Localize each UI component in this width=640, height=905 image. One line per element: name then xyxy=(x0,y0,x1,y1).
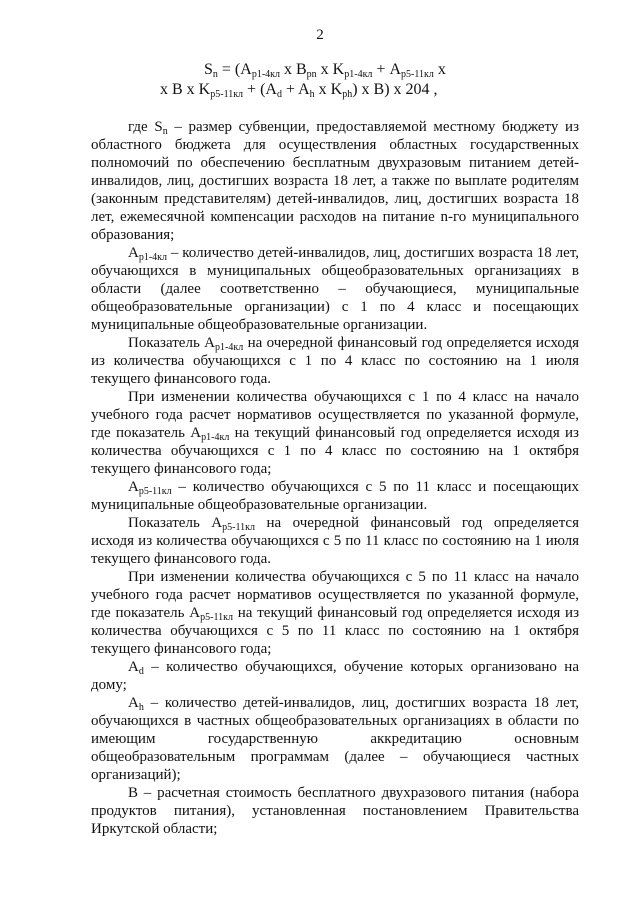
paragraph-subscript: d xyxy=(138,665,144,677)
paragraph-text: где S xyxy=(128,119,163,135)
formula-term: + A xyxy=(281,81,310,98)
paragraph-text: Показатель A xyxy=(128,514,223,531)
paragraph-text: на очередной финансовый год определяется исходя из количества обучающихся с 5 по 11 класс по состоянию на 1 июля текущего финансового года. xyxy=(91,514,579,567)
formula-term: S xyxy=(204,61,213,78)
paragraph-subscript: n xyxy=(162,126,168,137)
formula-term: x B x K xyxy=(160,81,211,98)
paragraph-subscript: p5-11кл xyxy=(200,611,233,623)
formula-subscript: p1-4кл xyxy=(251,69,280,80)
paragraph-text: на очередной финансовый год определяется исходя из количества обучающихся с 1 по 4 класс по состоянию на 1 июля текущего финансового года. xyxy=(91,334,579,387)
paragraph-a-p1-4-next-year xyxy=(91,335,579,389)
paragraph-subscript: h xyxy=(138,702,144,713)
formula-subscript: ph xyxy=(342,89,353,100)
formula-term: x xyxy=(433,61,446,78)
formula-term: = (A xyxy=(217,61,252,78)
formula-subscript: n xyxy=(212,69,218,80)
formula-subscript: p5-11кл xyxy=(210,89,244,100)
formula-term: x K xyxy=(314,81,343,98)
paragraph-text: – количество детей-инвалидов, лиц, достигших возраста 18 лет, обучающихся в частных общеобразовательных организациях в области по имеющим государственную аккредитацию основным общеобразовательным программам (далее – обучающиеся частных организаций); xyxy=(91,695,579,783)
paragraph-text: При изменении количества обучающихся с 1 по 4 класс на начало учебного года расчет нормативов осуществляется по указанной формуле, где показатель A xyxy=(91,388,579,441)
paragraph-a-p1-4-definition xyxy=(91,245,579,335)
formula-subscript: pn xyxy=(306,69,317,80)
document-body xyxy=(91,119,579,839)
formula-term: x B xyxy=(280,61,307,78)
paragraph-a-p5-11-change xyxy=(91,569,579,659)
formula-subscript: p1-4кл xyxy=(344,69,373,80)
formula-line-2 xyxy=(160,80,500,100)
paragraph-subscript: p1-4кл xyxy=(215,341,244,353)
paragraph-a-p1-4-change xyxy=(91,389,579,479)
paragraph-text: A xyxy=(128,478,139,495)
formula-term: + A xyxy=(372,61,401,78)
formula-line-1 xyxy=(160,60,500,80)
paragraph-text: – размер субвенции, предоставляемой местному бюджету из областного бюджета для осуществления областных государственных полномочий по обеспечению бесплатным двухразовым питанием детей-инвалидов, лиц, достигших возраста 18 лет, а также по выплате родителям (законным представителям) детей-инвалидов, лиц, достигших возраста 18 лет, ежемесячной компенсации расходов на питание n-го муниципального образования; xyxy=(91,119,580,243)
paragraph-text: на текущий финансовый год определяется исходя из количества обучающихся с 1 по 4 класс по состоянию на 1 октября текущего финансового года; xyxy=(91,424,579,477)
paragraph-text: Показатель A xyxy=(128,334,215,351)
paragraph-text: При изменении количества обучающихся с 5 по 11 класс на начало учебного года расчет нормативов осуществляется по указанной формуле, где показатель A xyxy=(91,568,579,621)
paragraph-text: – количество обучающихся, обучение которых организовано на дому; xyxy=(91,658,579,693)
paragraph-a-p5-11-definition xyxy=(91,479,579,515)
paragraph-subscript: p1-4кл xyxy=(138,251,168,263)
formula-subscript: h xyxy=(309,89,315,100)
paragraph-subscript: p1-4кл xyxy=(201,431,230,443)
paragraph-b-definition xyxy=(91,785,579,839)
paragraph-sn-definition xyxy=(91,119,579,245)
paragraph-subscript: p5-11кл xyxy=(138,485,172,497)
paragraph-text: A xyxy=(128,658,139,675)
paragraph-text: B – расчетная стоимость бесплатного двухразового питания (набора продуктов питания), установленная постановлением Правительства Иркутской области; xyxy=(91,784,579,837)
formula-term: x K xyxy=(316,61,345,78)
paragraph-text: на текущий финансовый год определяется исходя из количества обучающихся с 5 по 11 класс по состоянию на 1 октября текущего финансового года; xyxy=(91,604,579,657)
paragraph-text: A xyxy=(128,244,139,261)
subsidy-formula xyxy=(160,60,500,100)
paragraph-text: – количество обучающихся с 5 по 11 класс и посещающих муниципальные общеобразовательные организации. xyxy=(91,478,579,513)
formula-subscript: p5-11кл xyxy=(401,69,434,80)
formula-term: ) x B) x 204 , xyxy=(352,81,438,98)
paragraph-a-p5-11-next-year xyxy=(91,515,579,569)
paragraph-text: A xyxy=(128,695,139,711)
paragraph-a-h-definition xyxy=(91,695,579,785)
formula-term: + (A xyxy=(243,81,277,98)
page-number: 2 xyxy=(316,27,324,43)
paragraph-text: – количество детей-инвалидов, лиц, достигших возраста 18 лет, обучающихся в муниципальных общеобразовательных организациях в области (далее соответственно – обучающиеся, муниципальные общеобразовательные организации) с 1 по 4 класс и посещающих муниципальные общеобразовательные организации. xyxy=(91,244,579,333)
paragraph-a-d-definition xyxy=(91,659,579,695)
paragraph-subscript: p5-11кл xyxy=(222,521,255,533)
formula-subscript: d xyxy=(276,89,282,100)
